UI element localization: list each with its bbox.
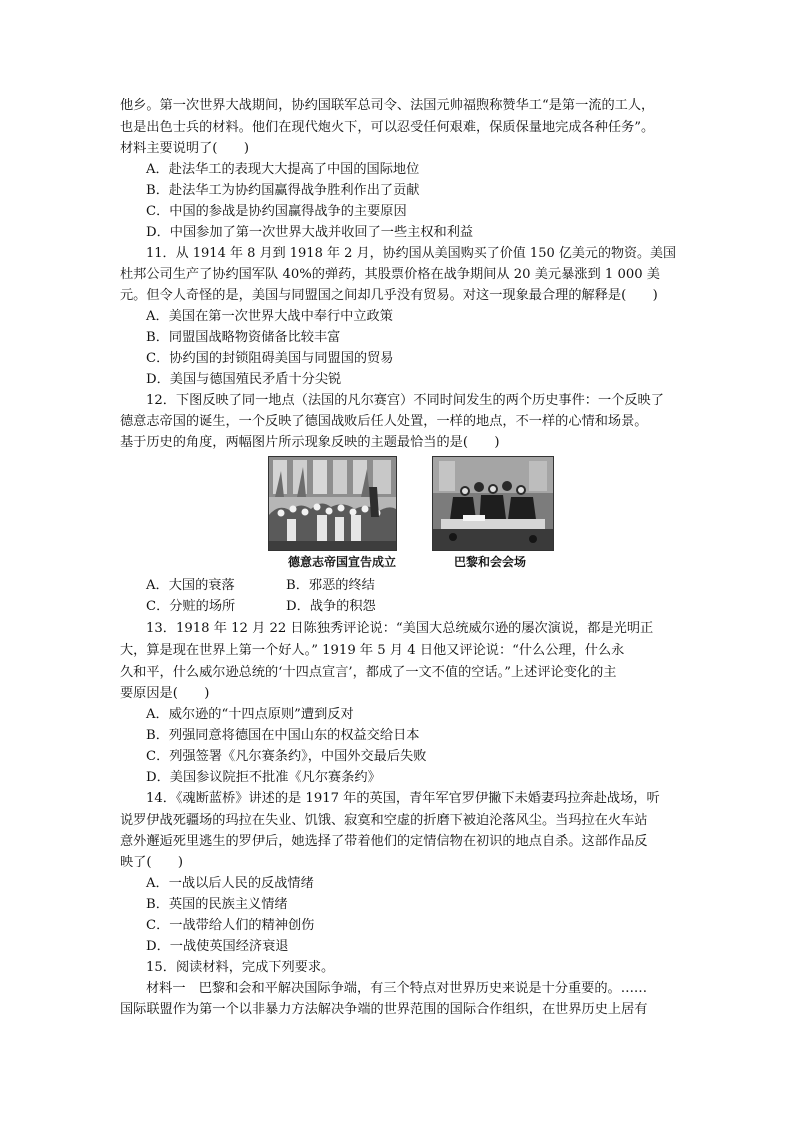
q12-line-1: 12．下图反映了同一地点（法国的凡尔赛宫）不同时间发生的两个历史事件：一个反映了 — [146, 393, 664, 408]
q15-line-1: 15．阅读材料，完成下列要求。 — [146, 960, 335, 975]
q13-option-d: D．美国参议院拒不批准《凡尔赛条约》 — [146, 770, 381, 785]
q10-line-3: 材料主要说明了( ) — [120, 141, 249, 156]
q14-option-d: D．一战使英国经济衰退 — [146, 939, 289, 954]
q12-line-2: 德意志帝国的诞生，一个反映了德国战败后任人处置，一样的地点，不一样的心情和场景。 — [120, 414, 648, 429]
q13-option-b: B．列强同意将德国在中国山东的权益交给日本 — [146, 728, 420, 743]
q11-option-d: D．美国与德国殖民矛盾十分尖锐 — [146, 372, 342, 387]
q11-line-3: 元。但令人奇怪的是，美国与同盟国之间却几乎没有贸易。对这一现象最合理的解释是( ) — [120, 288, 658, 303]
q11-option-a: A．美国在第一次世界大战中奉行中立政策 — [146, 309, 393, 324]
q10-option-a: A．赴法华工的表现大大提高了中国的国际地位 — [146, 162, 420, 177]
q11-line-2: 杜邦公司生产了协约国军队 40%的弹药，其股票价格在战争期间从 20 美元暴涨到 1 000 美 — [120, 267, 660, 282]
q15-line-2: 材料一 巴黎和会和平解决国际争端，有三个特点对世界历史来说是十分重要的。…… — [146, 981, 648, 996]
q14-line-3: 意外邂逅死里逃生的罗伊后，她选择了带着他们的定情信物在初识的地点自杀。这部作品反 — [120, 834, 648, 849]
q14-option-a: A．一战以后人民的反战情绪 — [146, 876, 314, 891]
q11-option-b: B．同盟国战略物资储备比较丰富 — [146, 330, 341, 345]
q13-line-1: 13．1918 年 12 月 22 日陈独秀评论说：“美国大总统威尔逊的屡次演说，都是光明正 — [146, 621, 654, 636]
q11-line-1: 11．从 1914 年 8 月到 1918 年 2 月，协约国从美国购买了价值 150 亿美元的物资。美国 — [146, 246, 677, 261]
paris-peace-conference-image — [432, 456, 554, 551]
q13-line-4: 要原因是( ) — [120, 686, 210, 701]
q11-option-c: C．协约国的封锁阻碍美国与同盟国的贸易 — [146, 351, 394, 366]
q10-line-1: 他乡。第一次世界大战期间，协约国联军总司令、法国元帅福煦称赞华工“是第一流的工人， — [120, 98, 655, 113]
q12-option-c: C．分赃的场所 — [146, 599, 236, 614]
q14-option-b: B．英国的民族主义情绪 — [146, 897, 288, 912]
q15-line-3: 国际联盟作为第一个以非暴力方法解决争端的世界范围的国际合作组织，在世界历史上居有 — [120, 1002, 648, 1017]
q14-option-c: C．一战带给人们的精神创伤 — [146, 918, 315, 933]
q12-option-b: B．邪恶的终结 — [286, 578, 375, 593]
german-empire-proclamation-image — [268, 456, 397, 551]
caption-german-empire: 德意志帝国宣告成立 — [288, 555, 397, 569]
q10-option-d: D．中国参加了第一次世界大战并收回了一些主权和利益 — [146, 225, 474, 240]
q13-option-a: A．威尔逊的“十四点原则”遭到反对 — [146, 707, 354, 722]
q10-option-c: C．中国的参战是协约国赢得战争的主要原因 — [146, 204, 407, 219]
q12-option-a: A．大国的衰落 — [146, 578, 235, 593]
q14-line-1: 14．《魂断蓝桥》讲述的是 1917 年的英国，青年军官罗伊撇下未婚妻玛拉奔赴战场，听 — [146, 791, 660, 806]
q10-line-2: 也是出色士兵的材料。他们在现代炮火下，可以忍受任何艰难，保质保量地完成各种任务”。 — [120, 120, 655, 135]
q10-option-b: B．赴法华工为协约国赢得战争胜利作出了贡献 — [146, 183, 420, 198]
q13-line-3: 久和平，什么威尔逊总统的‘十四点宣言’，都成了一文不值的空话。”上述评论变化的主 — [120, 665, 617, 680]
q13-option-c: C．列强签署《凡尔赛条约》，中国外交最后失败 — [146, 749, 427, 764]
caption-paris-conference: 巴黎和会会场 — [454, 555, 527, 569]
q14-line-2: 说罗伊战死疆场的玛拉在失业、饥饿、寂寞和空虚的折磨下被迫沦落风尘。当玛拉在火车站 — [120, 813, 648, 828]
q12-option-d: D．战争的积怨 — [286, 599, 376, 614]
q14-line-4: 映了( ) — [120, 855, 184, 870]
q13-line-2: 大，算是现在世界上第一个好人。” 1919 年 5 月 4 日他又评论说：“什么公理，什么永 — [120, 643, 625, 658]
q12-line-3: 基于历史的角度，两幅图片所示现象反映的主题最恰当的是( ) — [120, 435, 500, 450]
